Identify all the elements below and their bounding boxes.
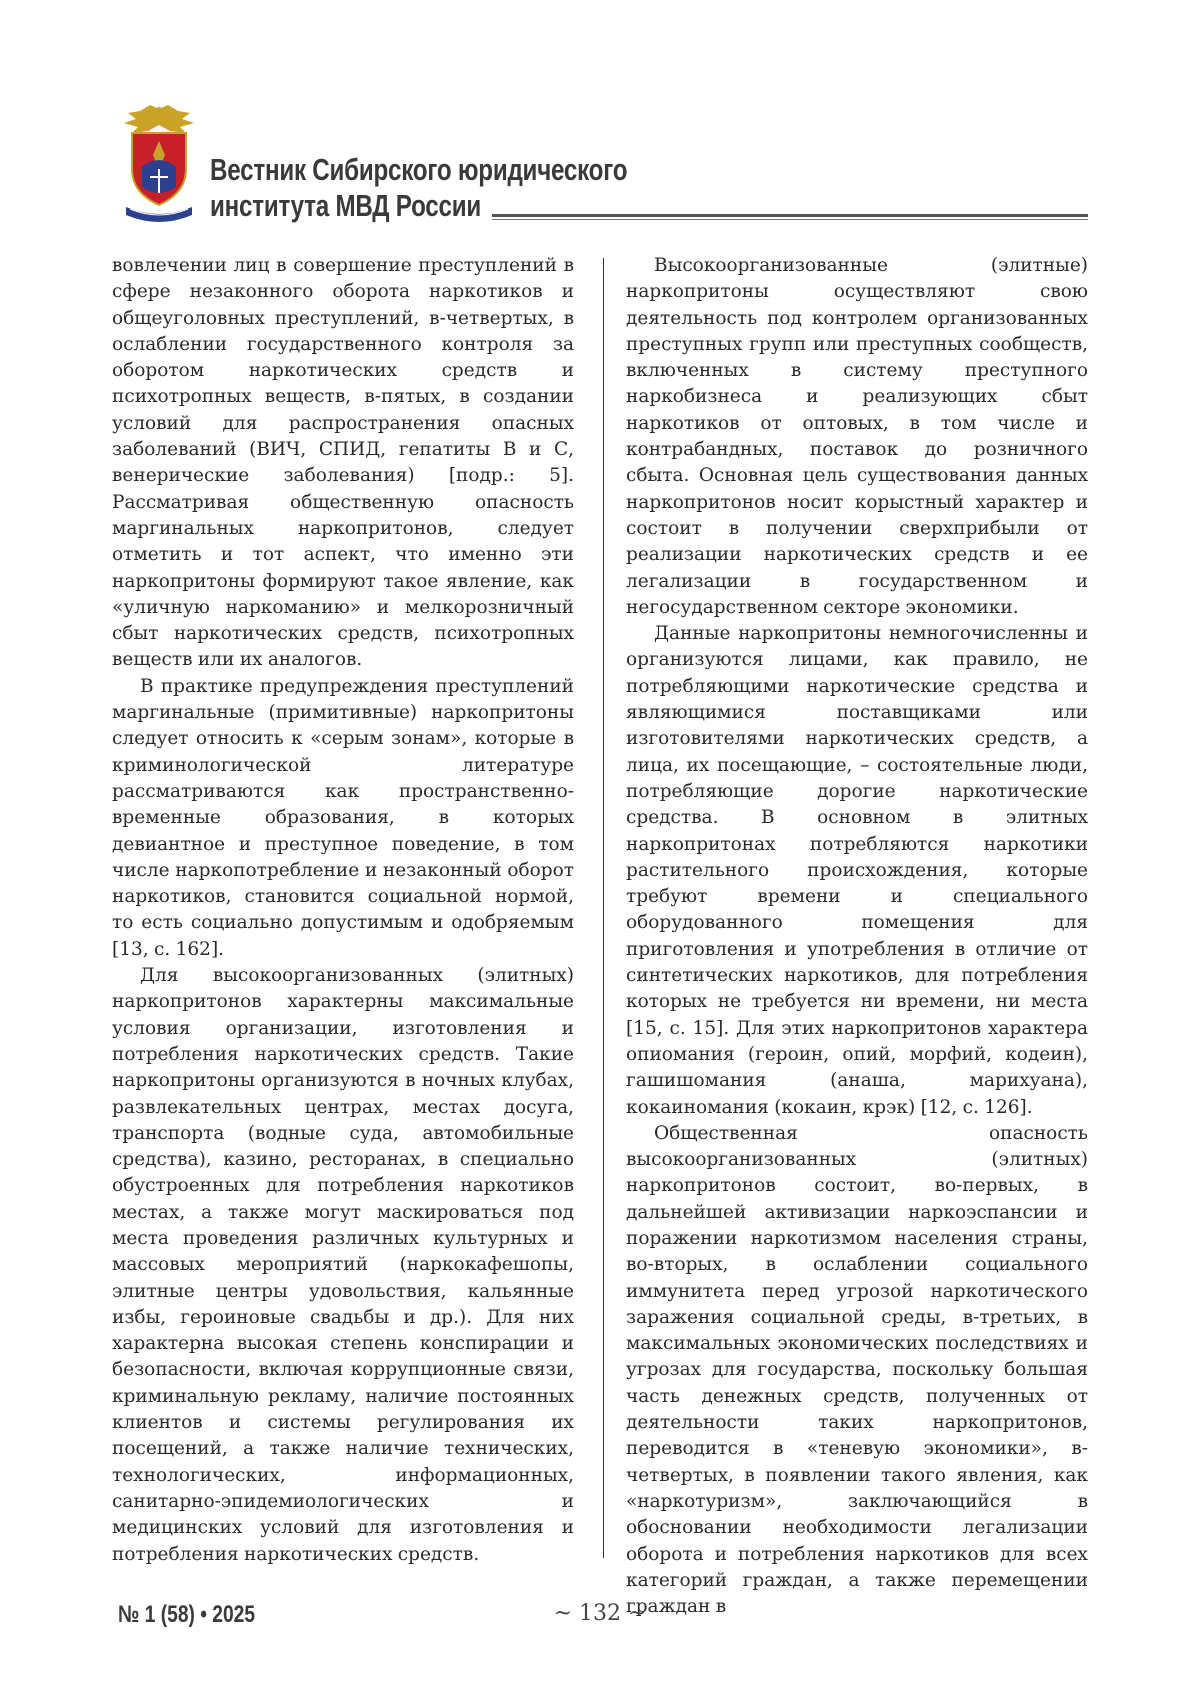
paragraph: вовлечении лиц в совершение преступлений в сфере незаконного оборота наркотиков и общеуголовных преступлений, в-четвертых, в ослаблении государственного контроля за оборотом наркотических средств и психотропных веществ, в-пятых, в создании условий для распространения опасных заболеваний (ВИЧ, СПИД, гепатиты В и С, венерические заболевания) [подр.: 5]. Рассматривая общественную опасность маргинальных наркопритонов, следует отметить и тот аспект, что именно эти наркопритоны формируют такое явление, как «уличную наркоманию» и мелкорозничный сбыт наркотических средств, психотропных веществ или их аналогов. (112, 255, 574, 671)
column-divider (603, 258, 604, 1558)
paragraph: В практике предупреждения преступлений маргинальные (примитивные) наркопритоны следует относить к «серым зонам», которые в криминологической литературе рассматриваются как пространственно-временные образования, в которых девиантное и преступное поведение, в том числе наркопотребление и незаконный оборот наркотиков, становится социальной нормой, то есть социально допустимым и одобряемым [13, с. 162]. (112, 675, 574, 960)
left-column (112, 253, 574, 1568)
journal-title-line-2: института МВД России (210, 188, 481, 223)
right-column (626, 253, 1088, 1620)
journal-title-line-1: Вестник Сибирского юридического (210, 152, 628, 187)
page-number: ~ 132 ~ (553, 1601, 647, 1626)
paragraph: Данные наркопритоны немногочисленны и организуются лицами, как правило, не потребляющими наркотические средства и являющимися поставщиками или изготовителями наркотических средств, а лица, их посещающие, – состоятельные люди, потребляющие дорогие наркотические средства. В основном в элитных наркопритонах потребляются наркотики растительного происхождения, которые требуют времени и специального оборудованного помещения для приготовления и употребления в отличие от синтетических наркотиков, для потребления которых не требуется ни времени, ни места [15, с. 15]. Для этих наркопритонов характера опиомания (героин, опий, морфий, кодеин), гашишомания (анаша, марихуана), кокаиномания (кокаин, крэк) [12, с. 126]. (626, 623, 1088, 1118)
paragraph: Общественная опасность высокоорганизованных (элитных) наркопритонов состоит, во-первых, в дальнейшей активизации наркоэспансии и поражении наркотизмом населения страны, во-вторых, в ослаблении социального иммунитета перед угрозой наркотического заражения социальной среды, в-третьих, в максимальных экономических последствиях и угрозах для государства, поскольку большая часть денежных средств, полученных от деятельности таких наркопритонов, переводится в «теневую экономики», в-четвертых, в появлении такого явления, как «наркотуризм», заключающийся в обосновании необходимости легализации оборота и потребления наркотиков для всех категорий граждан, а также перемещении граждан в (626, 1122, 1088, 1618)
mvd-emblem-logo (120, 103, 198, 229)
issue-number: № 1 (58) • 2025 (118, 1601, 255, 1628)
paragraph: Высокоорганизованные (элитные) наркопритоны осуществляют свою деятельность под контролем организованных преступных групп или преступных сообществ, включенных в систему преступного наркобизнеса и реализующих сбыт наркотиков от оптовых, в том числе и контрабандных, поставок до розничного сбыта. Основная цель существования данных наркопритонов носит корыстный характер и состоит в получении сверхприбыли от реализации наркотических средств и ее легализации в государственном и негосударственном секторе экономики. (626, 255, 1088, 618)
header-rule (492, 214, 1088, 221)
paragraph: Для высокоорганизованных (элитных) наркопритонов характерны максимальные условия организации, изготовления и потребления наркотических средств. Такие наркопритоны организуются в ночных клубах, развлекательных центрах, местах досуга, транспорта (водные суда, автомобильные средства), казино, ресторанах, в специально обустроенных для потребления наркотиков местах, а также могут маскироваться под места проведения различных культурных и массовых мероприятий (наркокафешопы, элитные центры удовольствия, кальянные избы, героиновые свадьбы и др.). Для них характерна высокая степень конспирации и безопасности, включая коррупционные связи, криминальную рекламу, наличие постоянных клиентов и системы регулирования их посещений, а также наличие технических, технологических, информационных, санитарно-эпидемиологических и медицинских условий для изготовления и потребления наркотических средств. (112, 965, 574, 1565)
